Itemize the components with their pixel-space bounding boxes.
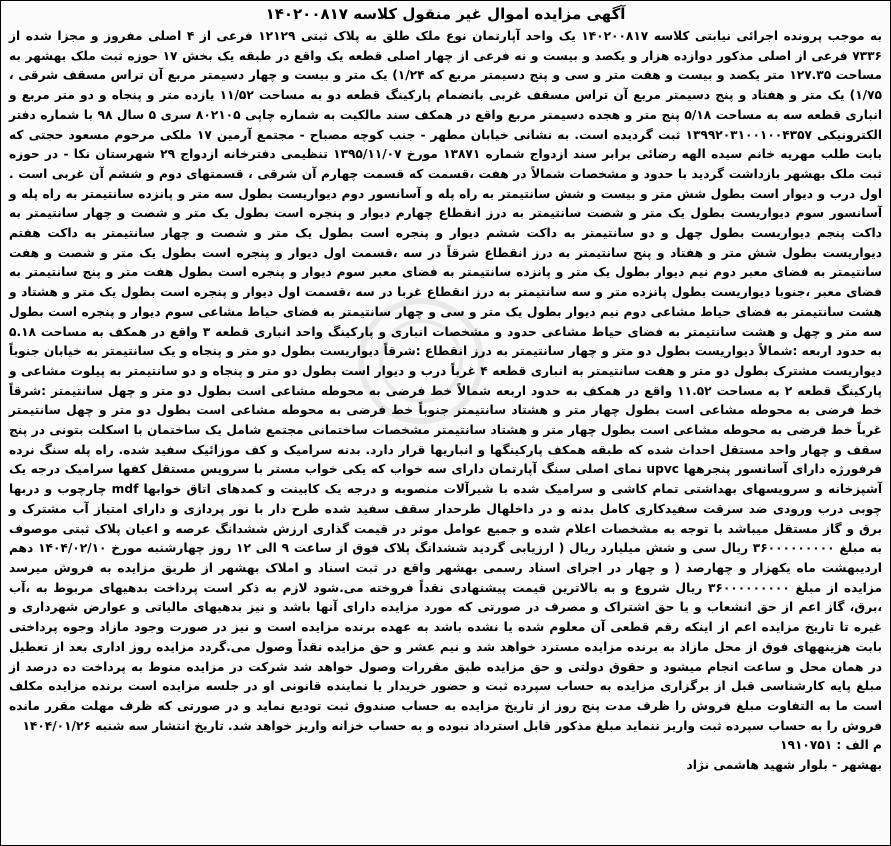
- notice-body-text: به موجب پرونده اجرائی نیابتی کلاسه ۱۴۰۲۰۰۸۱۷ یک واحد آپارتمان نوع ملک طلق به پلاک ثبتی ۱۲۱۲۹ فرعی از ۴ اصلی مفروز و مجزا شده از ۷۳۳۶ فرعی از اصلی مذکور دوازده هزار و یکصد و بیست و نه فرعی از چهار اصلی قطعه یک واقع در طبقه یک بخش ۱۷ حوزه ثبت ملک بهشهر به مساحت ۱۲۷.۳۵ متر یکصد و بیست و هفت متر و سی و پنج دسیمتر مربع که ۱/۲۴) یک متر و بیست و چهار دسیمتر مربع آن تراس مسقف شرقی ، ۱/۷۵) یک متر و هفتاد و پنج دسیمتر مربع آن تراس مسقف غربی بانضمام پارکینگ قطعه دو به مساحت ۱۱/۵۲ یازده متر و پنجاه و دو متر مربع و انباری قطعه سه به مساحت ۵/۱۸ پنج متر و هجده دسیمتر مربع واقع در همکف سند مالکیت به شماره چاپی ۸۰۲۱۰۵ سری ۵ سال ۹۸ با شماره دفتر الکترونیکی ۱۳۹۹۲۰۳۱۰۰۱۰۰۴۳۵۷ ثبت گردیده است. به نشانی خیابان مطهر - جنب کوچه مصباح - مجتمع آرمین ۱۷ ملکی مرحوم مسعود حجتی که بابت طلب مهریه خانم سیده الهه رضائی برابر سند ازدواج شماره ۱۳۸۷۱ مورخ ۱۳۹۵/۱۱/۰۷ تنظیمی دفترخانه ازدواج ۲۹ شهرستان نکا - در حوزه ثبت ملک بهشهر بازداشت گردید با حدود و مشخصات شمالاً در هفت ،قسمت که قسمت چهارم آن شرقی ، قسمتهای دوم و ششم آن غربی است . اول درب و دیوار است بطول شش متر و بیست و شش سانتیمتر به راه پله و آسانسور دوم دیواریست بطول سه متر و پانزده سانتیمتر به راه پله و آسانسور سوم دیواریست بطول یک متر و شصت سانتیمتر به درز انقطاع چهارم دیوار و پنجره است بطول یک متر و شصت و چهار سانتیمتر به داکت پنجم دیواریست بطول چهل و دو سانتیمتر به داکت ششم دیوار و پنجره است بطول یک متر و شصت و چهار سانتیمتر به داکت هفتم دیواریست بطول شش متر و هفتاد و پنج سانتیمتر به درز انقطاع شرقاً در سه ،قسمت اول دیوار و پنجره است بطول یک متر و شصت و هفت سانتیمتر به فضای معبر دوم نیم دیوار بطول یک متر و پانزده سانتیمتر به فضای معبر سوم دیوار و پنجره است بطول هفت متر و پنج سانتیمتر به فضای معبر ،جنوبا دیواریست بطول پانزده متر و سه سانتیمتر به درز انقطاع غربا در سه ،قسمت اول دیوار و پنجره است بطول یک متر و هشتاد و هشت سانتیمتر به فضای حیاط مشاعی دوم نیم دیوار بطول یک متر و سی و چهار سانتیمتر به فضای حیاط مشاعی سوم دیوار و پنجره است بطول سه متر و چهل و هشت سانتیمتر به فضای حیاط مشاعی حدود و مشخصات انباری و پارکینگ واحد انباری قطعه ۳ واقع در همکف به مساحت ۵.۱۸ به حدود اربعه :شمالاً دیواریست بطول دو متر و چهار سانتیمتر به درز انقطاع :شرقاً دیواریست بطول دو متر و پنجاه و یک سانتیمتر به خیابان جنوباً دیواریست مشترک بطول دو متر و هفت سانتیمتر به انباری قطعه ۴ غرباً درب و دیوار است بطول دو متر و پنجاه و دو سانتیمتر به پیلوت مشاعی و پارکینگ قطعه ۲ به مساحت ۱۱.۵۲ واقع در همکف به حدود اربعه شمالاً خط فرضی به محوطه مشاعی است بطول دو متر و چهل سانتیمتر :شرقاً خط فرضی به محوطه مشاعی است بطول چهار متر و هشتاد سانتیمتر جنوباً خط فرضی به محوطه مشاعی است بطول دو متر و چهل سانتیمتر غرباً خط فرضی به محوطه مشاعی است بطول چهار متر و هشتاد سانتیمتر مشخصات ساختمانی مجتمع شامل یک ساختمان با اسکلت بتونی در پنج سقف و چهار واحد مستقل احداث شده که طبقه همکف پارکینگها و انباریها قرار دارد. بدنه سرامیک و کف موزائیک سفید شده. راه پله سنگ نرده فرفورژه دارای آسانسور پنجرهها upvc نمای اصلی سنگ آپارتمان دارای سه خواب که یکی خواب مستر با سرویس مستقل کفها سرامیک درجه یک آشپزخانه و سرویسهای بهداشتی تمام کاشی و سرامیک شده با شیرآلات منصوبه و درجه یک کابینت و کمدهای اتاق خوابها mdf چارچوب و دربها چوبی درب ورودی ضد سرقت سفیدکاری کامل بدنه و در داخلهال طرحدار سقف سفید شده طرح دار با نور پردازی و دارای امتیاز آب مشترک و برق و گاز مستقل میباشد با توجه به مشخصات اعلام شده و جمیع عوامل موثر در قیمت گذاری ارزش ششدانگ عرصه و اعیان پلاک ثبتی موصوف به مبلغ ۳۶۰۰۰۰۰۰۰۰۰ ریال سی و شش میلیارد ریال ( ارزیابی گردید ششدانگ پلاک فوق از ساعت ۹ الی ۱۲ روز چهارشنبه مورخ ۱۴۰۴/۰۲/۱۰ دهم اردیبهشت ماه یکهزار و چهارصد ( و چهار در اجرای اسناد رسمی بهشهر واقع در ثبت اسناد و املاک بهشهر از طریق مزایده به فروش میرسد مزایده از مبلغ ۳۶۰۰۰۰۰۰۰۰۰ ریال شروع و به بالاترین قیمت پیشنهادی نقداً فروخته می.شود لازم به ذکر است پرداخت بدهیهای مربوط به ،آب ،برق، گاز اعم از حق انشعاب و یا حق اشتراک و مصرف در صورتی که مورد مزایده دارای آنها باشد و نیز بدهیهای مالیاتی و عوارض شهرداری و غیره تا تاریخ مزایده اعم از اینکه رقم قطعی آن معلوم شده یا نشده باشد به عهده برنده مزایده است و نیز در صورت وجود مازاد وجوه پرداختی بابت هزینههای فوق از محل مازاد به برنده مزایده مسترد خواهد شد و نیم عشر و حق مزایده نقداً وصول می.گردد مزایده روز اداری بعد از تعطیل در همان محل و ساعت انجام میشود و حقوق دولتی و حق مزایده طبق مقررات وصول خواهد شد شرکت در مزایده منوط به پرداخت ده درصد از مبلغ پایه کارشناسی قبل از برگزاری مزایده به حساب سپرده ثبت و حضور خریدار یا نماینده قانونی او در جلسه مزایده است برنده مزایده مکلف است ما به التفاوت مبلغ فروش را ظرف مدت پنج روز از تاریخ مزایده به حساب صندوق ثبت تودیع نماید و در صورتی که ظرف مهلت مقرر مانده فروش را به حساب سپرده ثبت واریز ننماید مبلغ مذکور قابل استرداد نبوده و به حساب خزانه واریز خواهد شد. تاریخ انتشار سه شنبه ۱۴۰۴/۰۱/۲۶: [9, 29, 883, 733]
- notice-title: آگهی مزایده اموال غیر منقول کلاسه ۱۴۰۲۰۰۸۱۷: [265, 5, 626, 23]
- signature-address: بهشهر - بلوار شهید هاشمی نژاد: [686, 758, 882, 773]
- notice-closing: [1, 736, 890, 775]
- reference-number: م الف : ۱۹۱۰۷۵۱: [780, 738, 882, 753]
